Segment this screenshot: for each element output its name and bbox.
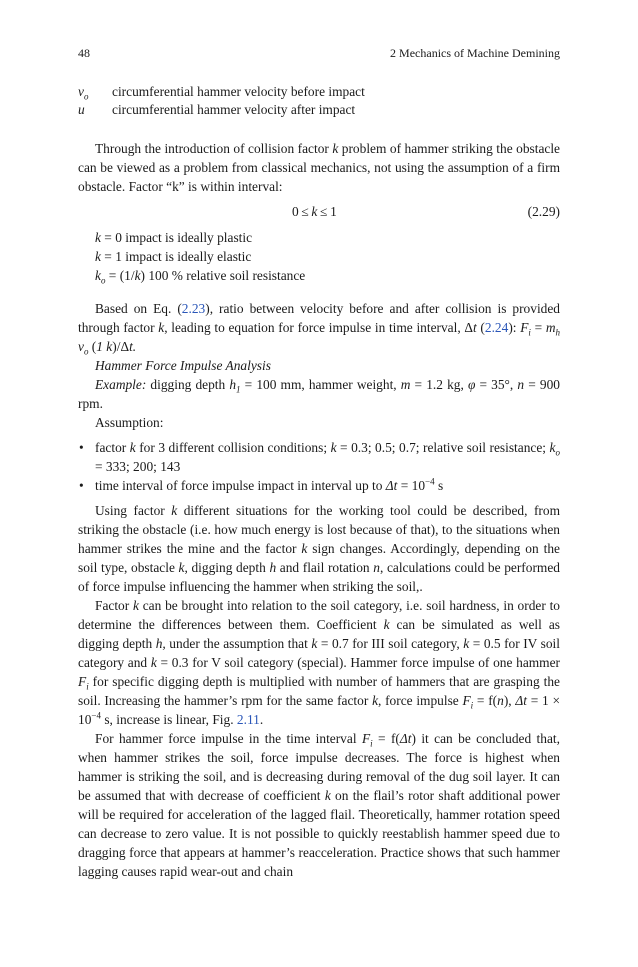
- equation-expression: 0 ≤ k ≤ 1: [292, 204, 337, 219]
- paragraph: Based on Eq. (2.23), ratio between velocity before and after collision is provided through factor k, leading to equation for force impulse in time interval, Δt (2.24): $F_i = m_h$ $v_o$ (1 k)/Δt.: [78, 301, 561, 357]
- assumption-label: Assumption:: [95, 415, 164, 430]
- page-number: 48: [78, 46, 90, 60]
- equation-number: (2.29): [527, 204, 560, 219]
- equation: [78, 198, 560, 228]
- definition-row: [78, 101, 560, 119]
- case-item: $k_o = (1/k)$ 100 % relative soil resistance: [95, 268, 306, 286]
- paragraph: Example: digging depth $h_1 = 100$ mm, hammer weight, m = 1.2 kg, φ = 35°, n = 900 rpm.: [78, 377, 560, 411]
- definition-row: [78, 83, 560, 101]
- paragraph: For hammer force impulse in the time interval $F_i = f(\Delta t)$ it can be concluded that, when hammer strikes the soil, force impulse decreases. The force is highest when hammer is striking the soil, and is decreasing during removal of the dug soil layer. It can be assumed that with decrease of coefficient k on the flail’s rotor shaft additional power will be required for acceleration of the lagged flail. Theoretically, hammer rotation speed can decrease to zero value. It is not possible to quickly reestablish hammer speed due to dragging force that appears at hammer’s reacceleration. Practice shows that such hammer lagging causes rapid wear-out and chain: [78, 731, 561, 879]
- equation-reference-link[interactable]: 2.24: [484, 320, 509, 335]
- equation-reference-link[interactable]: 2.23: [181, 301, 206, 316]
- definition-symbol: u: [78, 102, 85, 117]
- paragraph: Through the introduction of collision factor k problem of hammer striking the obstacle can be viewed as a problem from classical mechanics, not using the assumption of a firm obstacle. Factor “k” is within interval:: [78, 141, 561, 194]
- case-item: k = 1 impact is ideally elastic: [95, 249, 252, 264]
- running-header: [78, 46, 560, 64]
- paragraph: Using factor k different situations for the working tool could be described, from striking the obstacle (i.e. how much energy is lost because of that), to the situations when hammer strikes the mine and the factor k sign changes. Accordingly, depending on the soil type, obstacle k, digging depth h and flail rotation n, calculations could be performed of force impulse influencing the hammer when striking the soil,.: [78, 503, 560, 594]
- definition-text: circumferential hammer velocity before impact: [112, 84, 365, 99]
- case-item: k = 0 impact is ideally plastic: [95, 230, 253, 245]
- bullet-item: • time interval of force impulse impact in interval up to $\Delta t = 10^{-4}$ s: [79, 476, 444, 493]
- definition-symbol: $v_o$: [78, 84, 89, 102]
- cases-list: [78, 228, 560, 285]
- paragraph: Factor k can be brought into relation to the soil category, i.e. soil hardness, in order to determine the differences between them. Coefficient k can be simulated as well as digging depth h, under the assumption that k = 0.7 for III soil category, k = 0.5 for IV soil category and k = 0.3 for V soil category (special). Hammer force impulse of one hammer $F_i$ for specific digging depth is multiplied with number of hammers that are grasping the soil. Increasing the hammer’s rpm for the same factor k, force impulse $F_i = f(n)$, $\Delta t = 1 \times 10^{-4}$ s, increase is linear, Fig. 2.11.: [78, 598, 561, 727]
- definition-text: circumferential hammer velocity after impact: [112, 102, 356, 117]
- subheading: Hammer Force Impulse Analysis: [95, 358, 271, 373]
- body-text: [78, 139, 560, 881]
- bullet-item: • factor k for 3 different collision conditions; k = 0.3; 0.5; 0.7; relative soil resistance; $k_o = 333$; 200; 143: [79, 440, 560, 474]
- running-title: 2 Mechanics of Machine Demining: [390, 46, 560, 60]
- symbol-definitions: [78, 83, 560, 119]
- figure-reference-link[interactable]: 2.11: [236, 712, 260, 727]
